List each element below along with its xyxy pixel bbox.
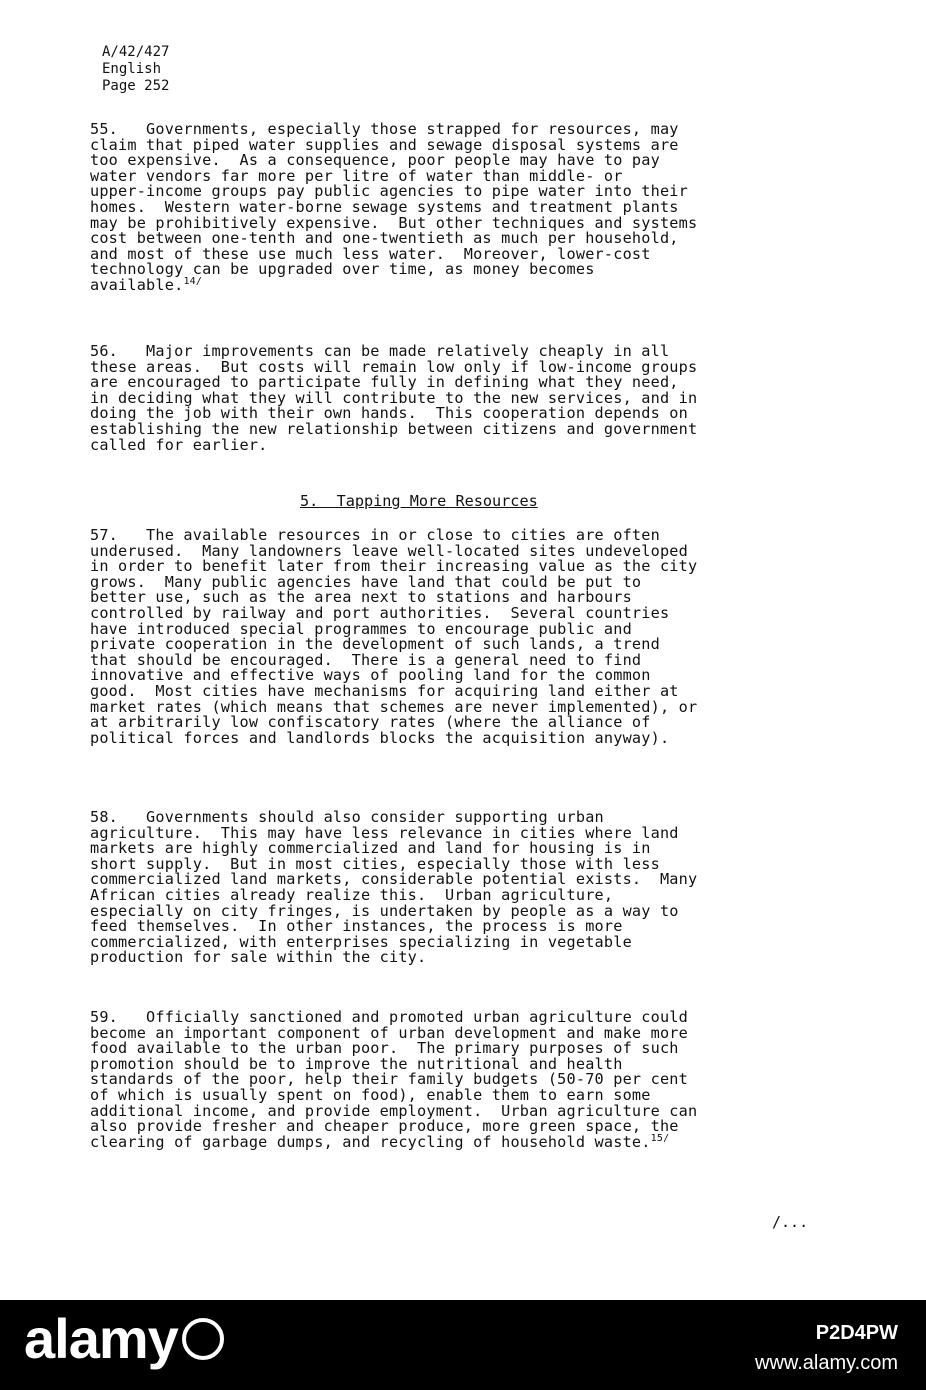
- text-line: controlled by railway and port authorities. Several countries: [90, 603, 670, 622]
- text-line: additional income, and provide employment. Urban agriculture can: [90, 1101, 698, 1120]
- text-line: of which is usually spent on food), enable them to earn some: [90, 1085, 651, 1104]
- footnote-ref: 15/: [650, 1132, 670, 1144]
- text-line: [90, 1132, 830, 1151]
- text-line: better use, such as the area next to stations and harbours: [90, 588, 632, 607]
- text-line: too expensive. As a consequence, poor people may have to pay: [90, 151, 660, 170]
- watermark-logo: [24, 1306, 224, 1371]
- paragraph-59: [90, 1010, 830, 1150]
- text-line: cost between one-tenth and one-twentieth as much per household,: [90, 229, 679, 248]
- watermark-logo-text: alamy: [24, 1307, 178, 1370]
- text-line: and most of these use much less water. Moreover, lower-cost: [90, 244, 651, 263]
- text-line: market rates (which means that schemes are never implemented), or: [90, 697, 698, 716]
- footnote-ref: 14/: [183, 275, 203, 287]
- text-line: also provide fresher and cheaper produce, more green space, the: [90, 1117, 679, 1136]
- document-header: [102, 44, 169, 95]
- logo-mark-icon: [182, 1318, 224, 1360]
- paragraph-55: [90, 122, 830, 294]
- text-line: especially on city fringes, is undertaken by people as a way to: [90, 901, 679, 920]
- text-line: standards of the poor, help their family budgets (50-70 per cent: [90, 1070, 688, 1089]
- text-line: 56. Major improvements can be made relatively cheaply in all: [90, 342, 670, 360]
- paragraph-56: [90, 344, 830, 453]
- text-line: 55. Governments, especially those strapped for resources, may: [90, 120, 679, 138]
- text-line: homes. Western water-borne sewage systems and treatment plants: [90, 197, 679, 216]
- text-line: these areas. But costs will remain low only if low-income groups: [90, 357, 698, 376]
- text-line: commercialized, with enterprises specializing in vegetable: [90, 932, 632, 951]
- watermark-image-id: P2D4PW: [815, 1322, 898, 1344]
- text-line: short supply. But in most cities, especially those with less: [90, 854, 660, 873]
- text-line: food available to the urban poor. The primary purposes of such: [90, 1039, 679, 1058]
- document-language: English: [102, 61, 162, 77]
- text-line: 57. The available resources in or close to cities are often: [90, 526, 660, 544]
- text-line: 58. Governments should also consider supporting urban: [90, 808, 604, 826]
- text-line: feed themselves. In other instances, the process is more: [90, 917, 623, 936]
- text-line: commercialized land markets, considerable potential exists. Many: [90, 870, 698, 889]
- text-line: underused. Many landowners leave well-located sites undeveloped: [90, 541, 688, 560]
- text-line: technology can be upgraded over time, as money becomes: [90, 260, 595, 279]
- text-line: are encouraged to participate fully in defining what they need,: [90, 373, 679, 392]
- text-line: doing the job with their own hands. This cooperation depends on: [90, 404, 688, 423]
- text-line: markets are highly commercialized and land for housing is in: [90, 839, 651, 858]
- text-line: 59. Officially sanctioned and promoted urban agriculture could: [90, 1008, 688, 1026]
- text-line: [90, 275, 830, 294]
- watermark-url: www.alamy.com: [755, 1352, 898, 1374]
- text-line: claim that piped water supplies and sewage disposal systems are: [90, 135, 679, 154]
- text-line: become an important component of urban development and make more: [90, 1023, 688, 1042]
- text-line: promotion should be to improve the nutritional and health: [90, 1054, 623, 1073]
- text-line: in deciding what they will contribute to the new services, and in: [90, 388, 698, 407]
- text-line: political forces and landlords blocks the acquisition anyway).: [90, 728, 670, 747]
- text-line: have introduced special programmes to encourage public and: [90, 619, 632, 638]
- text-line: may be prohibitively expensive. But other techniques and systems: [90, 213, 698, 232]
- text-line: African cities already realize this. Urban agriculture,: [90, 885, 614, 904]
- text-line: good. Most cities have mechanisms for acquiring land either at: [90, 681, 679, 700]
- paragraph-58: [90, 810, 830, 966]
- text-line: agriculture. This may have less relevance in cities where land: [90, 823, 679, 842]
- text-line-content: available.: [90, 275, 184, 294]
- text-line: innovative and effective ways of pooling land for the common: [90, 666, 651, 685]
- text-line: that should be encouraged. There is a general need to find: [90, 650, 642, 669]
- paragraph-57: [90, 528, 830, 746]
- text-line: in order to benefit later from their increasing value as the city: [90, 557, 698, 576]
- text-line-content: clearing of garbage dumps, and recycling of household waste.: [90, 1132, 651, 1151]
- page-number: Page 252: [102, 78, 170, 94]
- text-line: production for sale within the city.: [90, 948, 427, 967]
- text-line: private cooperation in the development of such lands, a trend: [90, 635, 660, 654]
- document-symbol: A/42/427: [102, 44, 170, 60]
- text-line: establishing the new relationship between citizens and government: [90, 419, 698, 438]
- text-line: at arbitrarily low confiscatory rates (where the alliance of: [90, 713, 651, 732]
- text-line: grows. Many public agencies have land that could be put to: [90, 572, 642, 591]
- text-line: water vendors far more per litre of water than middle- or: [90, 166, 623, 185]
- text-line: called for earlier.: [90, 435, 268, 454]
- text-line: upper-income groups pay public agencies to pipe water into their: [90, 182, 688, 201]
- continuation-mark: /...: [772, 1213, 809, 1231]
- section-heading: 5. Tapping More Resources: [300, 492, 538, 510]
